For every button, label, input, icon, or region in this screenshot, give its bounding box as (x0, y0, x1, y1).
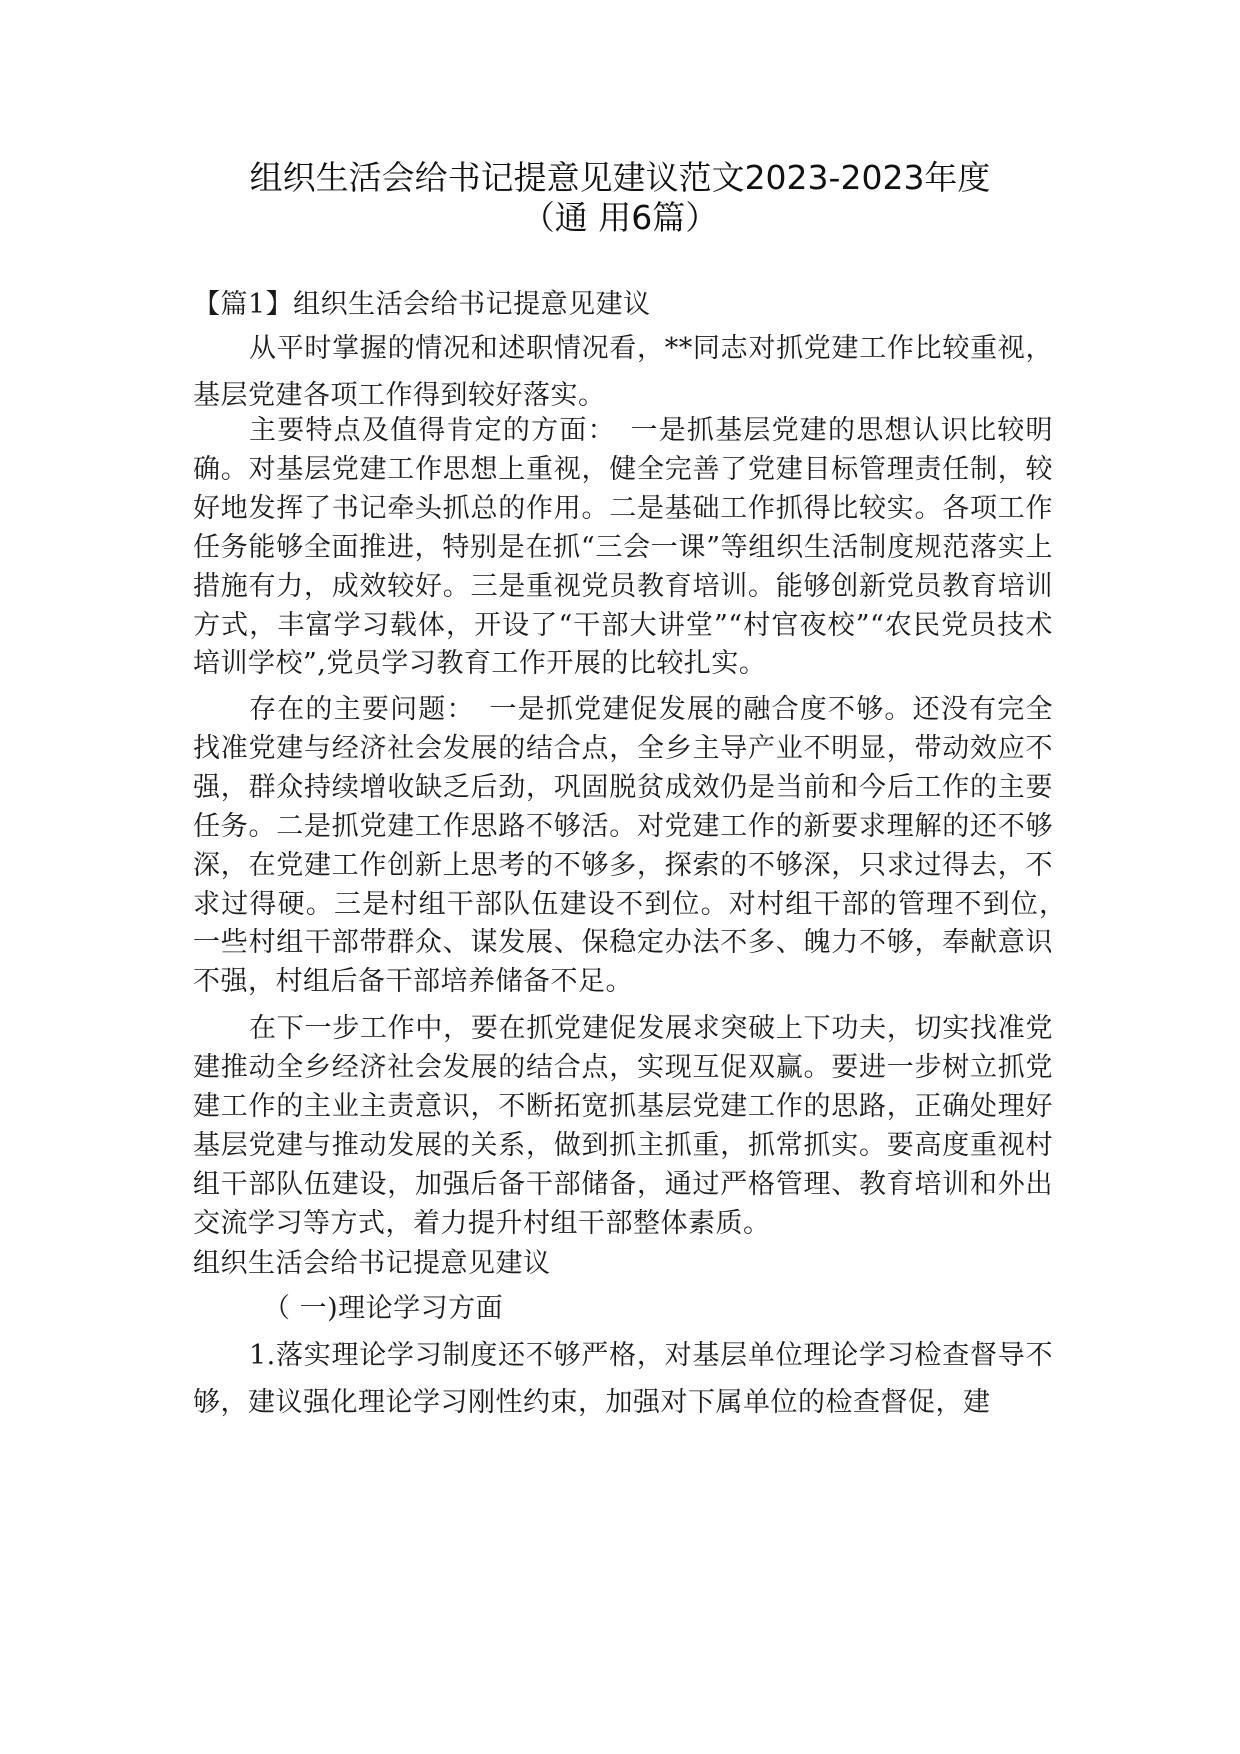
subheading-1: （ 一)理论学习方面 (263, 1293, 504, 1324)
section-1-heading-block (193, 285, 1053, 325)
section-1-heading: 【篇1】组织生活会给书记提意见建议 (193, 289, 651, 320)
document-title: 组织生活会给书记提意见建议范文2023-2023年度 (249, 158, 991, 197)
paragraph-4-block (193, 1009, 1053, 1243)
paragraph-2: 主要特点及值得肯定的方面： 一是抓基层党建的思想认识比较明确。对基层党建工作思想上重视，健全完善了党建目标管理责任制，较好地发挥了书记牵头抓总的作用。二是基础工作抓得比较实。各项工作任务能够全面推进，特别是在抓“三会一课”等组织生活制度规范落实上措施有力，成效较好。三是重视党员教育培训。能够创新党员教育培训方式，丰富学习载体，开设了“干部大讲堂”“村官夜校”“农民党员技术培训学校”,党员学习教育工作开展的比较扎实。 (193, 415, 1053, 680)
section-2-heading-block (193, 1244, 1053, 1284)
subheading-1-block (193, 1289, 1053, 1329)
section-2-heading: 组织生活会给书记提意见建议 (193, 1248, 551, 1279)
item-1-block (193, 1332, 1053, 1426)
paragraph-3: 存在的主要问题： 一是抓党建促发展的融合度不够。还没有完全找准党建与经济社会发展的结合点，全乡主导产业不明显，带动效应不强，群众持续增收缺乏后劲，巩固脱贫成效仍是当前和今后工作的主要任务。二是抓党建工作思路不够活。对党建工作的新要求理解的还不够深，在党建工作创新上思考的不够多，探索的不够深，只求过得去，不求过得硬。三是村组干部队伍建设不到位。对村组干部的管理不到位， 一些村组干部带群众、谋发展、保稳定办法不多、魄力不够，奉献意识不强，村组后备干部培养储备不足。 (193, 694, 1081, 998)
paragraph-3-block (193, 691, 1081, 1002)
paragraph-4: 在下一步工作中，要在抓党建促发展求突破上下功夫，切实找准党建推动全乡经济社会发展的结合点，实现互促双赢。要进一步树立抓党建工作的主业主责意识，不断拓宽抓基层党建工作的思路，正确处理好基层党建与推动发展的关系，做到抓主抓重，抓常抓实。要高度重视村组干部队伍建设，加强后备干部储备，通过严格管理、教育培训和外出交流学习等方式，着力提升村组干部整体素质。 (193, 1013, 1053, 1239)
item-1: 1.落实理论学习制度还不够严格，对基层单位理论学习检查督导不够，建议强化理论学习刚性约束，加强对下属单位的检查督促，建 (193, 1340, 1053, 1418)
paragraph-2-block (193, 412, 1053, 684)
document-subtitle: （通 用6篇） (521, 198, 719, 237)
paragraph-1: 从平时掌握的情况和述职情况看，**同志对抓党建工作比较重视，基层党建各项工作得到较好落实。 (193, 333, 1053, 411)
paragraph-1-block (193, 325, 1053, 419)
